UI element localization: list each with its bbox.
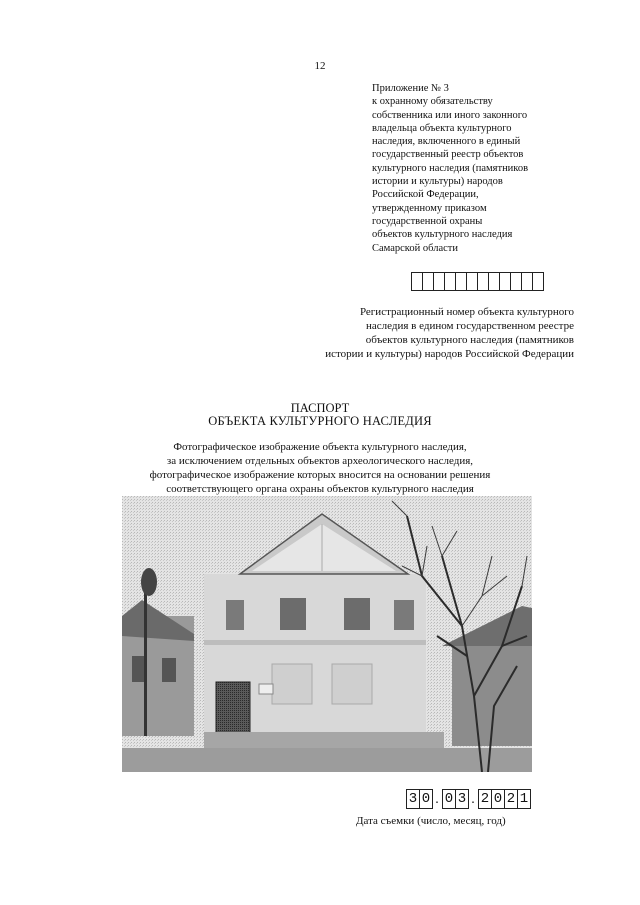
date-day-digit[interactable]: 0 [419,789,433,809]
appendix-line: культурного наследия (памятников [372,162,529,174]
registration-number-boxes[interactable] [411,272,543,292]
date-separator: . [471,792,475,807]
appendix-line: государственный реестр объектов [372,149,524,161]
date-year-digit[interactable]: 2 [504,789,518,809]
registration-caption-line: объектов культурного наследия (памятников [365,334,574,346]
date-day-digit[interactable]: 3 [406,789,420,809]
appendix-line: Приложение № 3 [372,83,449,94]
photo-description-line: Фотографическое изображение объекта культурного наследия, [173,441,467,453]
appendix-line: Российской Федерации, [372,189,479,201]
survey-date-boxes[interactable] [406,789,530,809]
date-month-digit[interactable]: 3 [455,789,469,809]
photo-description-line: фотографическое изображение которых вносится на основании решения [149,469,491,481]
passport-subtitle: ОБЪЕКТА КУЛЬТУРНОГО НАСЛЕДИЯ [208,414,432,428]
building-photo [122,496,532,772]
date-year-digit[interactable]: 0 [491,789,505,809]
date-month-digit[interactable]: 0 [442,789,456,809]
appendix-line: наследия, включенного в единый [372,136,521,148]
photo-description-line: за исключением отдельных объектов археологического наследия, [166,455,474,467]
registration-caption [254,305,574,361]
appendix-line: объектов культурного наследия [372,229,513,241]
registration-caption-line: наследия в едином государственном реестре [366,320,574,332]
registration-caption-line: Регистрационный номер объекта культурного [359,306,574,318]
date-separator: . [435,792,439,807]
passport-title: ПАСПОРТ [290,401,350,415]
registration-caption-line: истории и культуры) народов Российской Федерации [325,348,574,360]
appendix-line: к охранному обязательству [372,96,493,108]
page-number: 12 [314,60,326,72]
date-year-digit[interactable]: 1 [517,789,531,809]
appendix-line: собственника или иного законного [372,109,528,121]
appendix-line: государственной охраны [372,215,483,227]
survey-date-caption: Дата съемки (число, месяц, год) [356,815,506,827]
appendix-line: владельца объекта культурного [372,122,512,134]
appendix-note [372,82,572,255]
registration-number-cell[interactable] [532,272,544,291]
date-year-digit[interactable]: 2 [478,789,492,809]
photo-description [100,440,540,496]
appendix-line: истории и культуры) народов [372,176,503,188]
appendix-line: утвержденному приказом [372,202,487,214]
photo-description-line: соответствующего органа охраны объектов культурного наследия [166,483,474,495]
appendix-line: Самарской области [372,242,458,254]
